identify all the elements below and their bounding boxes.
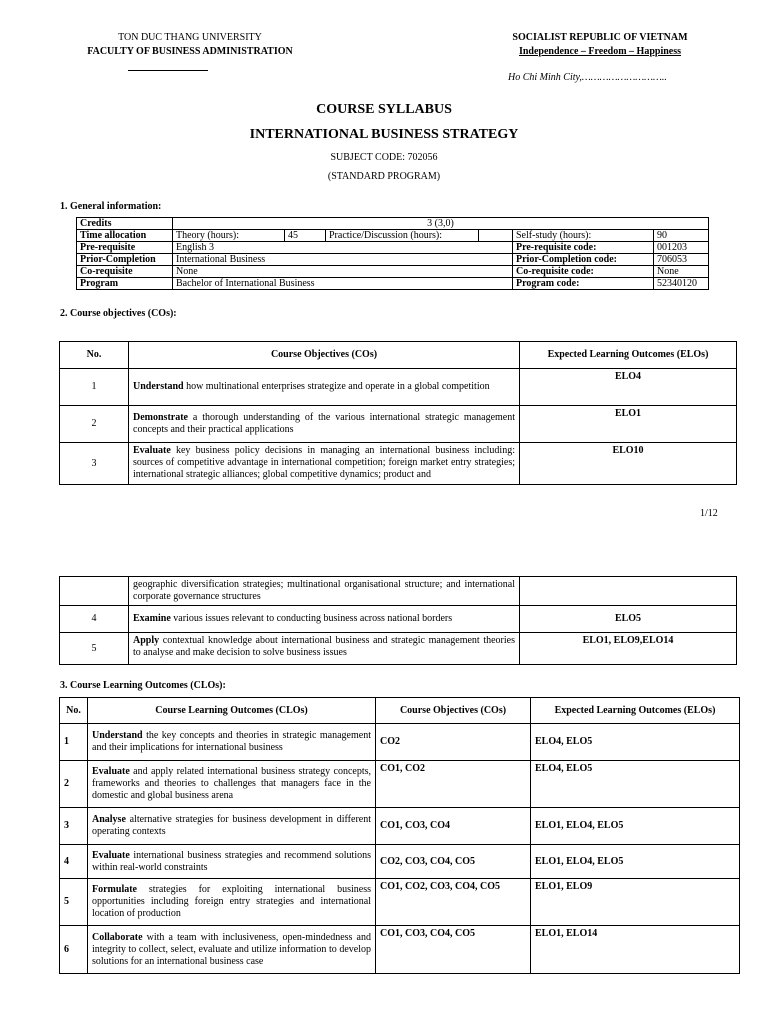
col-header-no: No. xyxy=(60,342,129,369)
col-header-co: Course Objectives (COs) xyxy=(376,698,531,724)
co-verb: Understand xyxy=(133,381,184,392)
clo-text xyxy=(88,724,376,761)
table-row xyxy=(60,808,740,845)
subject-code: SUBJECT CODE: 702056 xyxy=(330,152,438,163)
clo-text xyxy=(88,879,376,926)
clo-no: 3 xyxy=(60,808,88,845)
clo-description: international business strategies and recommend solutions within real-world constraints xyxy=(92,849,371,873)
clo-no: 6 xyxy=(60,926,88,974)
prereq-value: English 3 xyxy=(173,242,513,254)
clo-description: the key concepts and theories in strategic management and their implications for international business xyxy=(92,730,371,753)
clo-no: 4 xyxy=(60,845,88,879)
co-text xyxy=(129,443,520,485)
table-row xyxy=(60,369,737,406)
table-row xyxy=(60,633,737,665)
credits-value: 3 (3,0) xyxy=(173,218,709,230)
table-row xyxy=(60,724,740,761)
table-header-row xyxy=(60,698,740,724)
co-text xyxy=(129,606,520,633)
clo-verb: Evaluate xyxy=(92,849,130,861)
clo-verb: Analyse xyxy=(92,814,126,825)
clo-co: CO1, CO3, CO4, CO5 xyxy=(376,926,531,974)
table-row xyxy=(60,761,740,808)
theory-value: 45 xyxy=(285,230,326,242)
clo-text xyxy=(88,808,376,845)
prereq-label: Pre-requisite xyxy=(77,242,173,254)
clo-co: CO2, CO3, CO4, CO5 xyxy=(376,845,531,879)
clo-no: 1 xyxy=(60,724,88,761)
co-text-continued: geographic diversification strategies; multinational organisational structure; and international corporate governance structures xyxy=(129,577,520,606)
co-verb: Examine xyxy=(133,613,171,624)
co-verb: Demonstrate xyxy=(133,412,188,423)
practice-label: Practice/Discussion (hours): xyxy=(326,230,479,242)
practice-value xyxy=(479,230,513,242)
section-heading-objectives: 2. Course objectives (COs): xyxy=(60,308,177,319)
co-no: 1 xyxy=(60,369,129,406)
clo-table xyxy=(59,697,740,974)
co-text xyxy=(129,406,520,443)
clo-text xyxy=(88,926,376,974)
co-no xyxy=(60,577,129,606)
table-row xyxy=(77,278,709,290)
table-row xyxy=(77,218,709,230)
co-description: a thorough understanding of the various international strategic management concepts and their practical applications xyxy=(133,412,515,435)
header-underline xyxy=(128,70,208,71)
program-label: Program xyxy=(77,278,173,290)
co-elo: ELO1 xyxy=(520,406,737,443)
co-elo: ELO10 xyxy=(520,443,737,485)
co-no: 3 xyxy=(60,443,129,485)
clo-description: strategies for exploiting international business opportunities including foreign entry strategies and international location of production xyxy=(92,884,371,919)
university-name: TON DUC THANG UNIVERSITY xyxy=(118,32,262,43)
program-value: Bachelor of International Business xyxy=(173,278,513,290)
co-description: how multinational enterprises strategize and operate in a global competition xyxy=(183,381,490,392)
clo-elo: ELO4, ELO5 xyxy=(531,724,740,761)
co-description: contextual knowledge about international business and strategic management theories to analyse and make decision to solve business issues xyxy=(133,635,515,658)
coreq-value: None xyxy=(173,266,513,278)
col-header-elo: Expected Learning Outcomes (ELOs) xyxy=(520,342,737,369)
faculty-name: FACULTY OF BUSINESS ADMINISTRATION xyxy=(87,46,293,57)
co-verb: Evaluate xyxy=(133,445,171,456)
page-number: 1/12 xyxy=(700,508,718,519)
prereq-code-value: 001203 xyxy=(654,242,709,254)
table-row xyxy=(77,242,709,254)
table-row xyxy=(77,266,709,278)
table-row xyxy=(60,845,740,879)
clo-text xyxy=(88,845,376,879)
clo-verb: Evaluate xyxy=(92,766,130,777)
general-info-table xyxy=(76,217,709,290)
co-verb: Apply xyxy=(133,635,160,646)
clo-co: CO1, CO2, CO3, CO4, CO5 xyxy=(376,879,531,926)
co-elo: ELO5 xyxy=(520,606,737,633)
clo-no: 5 xyxy=(60,879,88,926)
clo-elo: ELO4, ELO5 xyxy=(531,761,740,808)
clo-co: CO1, CO2 xyxy=(376,761,531,808)
clo-elo: ELO1, ELO9 xyxy=(531,879,740,926)
co-no: 5 xyxy=(60,633,129,665)
clo-verb: Formulate xyxy=(92,884,137,895)
co-elo xyxy=(520,577,737,606)
course-objectives-table xyxy=(59,341,737,485)
table-row xyxy=(60,577,737,606)
clo-description: and apply related international business strategy concepts, frameworks and theories to challenges that managers face in the domestic and global business arena xyxy=(92,766,371,801)
time-allocation-label: Time allocation xyxy=(77,230,173,242)
section-heading-general: 1. General information: xyxy=(60,201,162,212)
table-row xyxy=(60,443,737,485)
clo-verb: Collaborate xyxy=(92,931,143,943)
credits-label: Credits xyxy=(77,218,173,230)
coreq-code-value: None xyxy=(654,266,709,278)
co-elo: ELO4 xyxy=(520,369,737,406)
clo-text xyxy=(88,761,376,808)
table-row xyxy=(60,879,740,926)
co-text xyxy=(129,369,520,406)
clo-description: with a team with inclusiveness, open-mindedness and integrity to collect, select, evaluate and utilize information to develop solutions for an international business case xyxy=(92,931,371,967)
prior-label: Prior-Completion xyxy=(77,254,173,266)
coreq-label: Co-requisite xyxy=(77,266,173,278)
prior-code-value: 706053 xyxy=(654,254,709,266)
table-row xyxy=(77,230,709,242)
selfstudy-label: Self-study (hours): xyxy=(513,230,654,242)
national-motto: Independence – Freedom – Happiness xyxy=(518,46,682,57)
section-heading-clos: 3. Course Learning Outcomes (CLOs): xyxy=(60,680,226,691)
clo-description: alternative strategies for business development in different operating contexts xyxy=(92,814,371,837)
place-date: Ho Chi Minh City,……………………….. xyxy=(508,72,667,83)
clo-no: 2 xyxy=(60,761,88,808)
clo-elo: ELO1, ELO4, ELO5 xyxy=(531,808,740,845)
prereq-code-label: Pre-requisite code: xyxy=(513,242,654,254)
program-type: (STANDARD PROGRAM) xyxy=(327,171,441,182)
prior-value: International Business xyxy=(173,254,513,266)
co-elo: ELO1, ELO9,ELO14 xyxy=(520,633,737,665)
syllabus-title: COURSE SYLLABUS xyxy=(316,102,452,117)
table-header-row xyxy=(60,342,737,369)
co-description: various issues relevant to conducting business across national borders xyxy=(170,613,453,624)
clo-co: CO1, CO3, CO4 xyxy=(376,808,531,845)
table-row xyxy=(60,606,737,633)
clo-elo: ELO1, ELO14 xyxy=(531,926,740,974)
clo-elo: ELO1, ELO4, ELO5 xyxy=(531,845,740,879)
col-header-elo: Expected Learning Outcomes (ELOs) xyxy=(531,698,740,724)
course-title: INTERNATIONAL BUSINESS STRATEGY xyxy=(249,127,519,142)
col-header-co: Course Objectives (COs) xyxy=(129,342,520,369)
course-objectives-table-cont xyxy=(59,576,737,665)
clo-verb: Understand xyxy=(92,730,143,741)
co-text xyxy=(129,633,520,665)
theory-label: Theory (hours): xyxy=(173,230,285,242)
table-row xyxy=(77,254,709,266)
table-row xyxy=(60,926,740,974)
co-no: 2 xyxy=(60,406,129,443)
table-row xyxy=(60,406,737,443)
col-header-clo: Course Learning Outcomes (CLOs) xyxy=(88,698,376,724)
prior-code-label: Prior-Completion code: xyxy=(513,254,654,266)
program-code-label: Program code: xyxy=(513,278,654,290)
clo-co: CO2 xyxy=(376,724,531,761)
co-description: key business policy decisions in managing an international business including: sources of competitive advantage in international competition; foreign market entry strategies; international strategic alliances; global competitive dynamics; product and xyxy=(133,445,515,480)
co-no: 4 xyxy=(60,606,129,633)
coreq-code-label: Co-requisite code: xyxy=(513,266,654,278)
selfstudy-value: 90 xyxy=(654,230,709,242)
republic-name: SOCIALIST REPUBLIC OF VIETNAM xyxy=(512,32,688,43)
program-code-value: 52340120 xyxy=(654,278,709,290)
col-header-no: No. xyxy=(60,698,88,724)
